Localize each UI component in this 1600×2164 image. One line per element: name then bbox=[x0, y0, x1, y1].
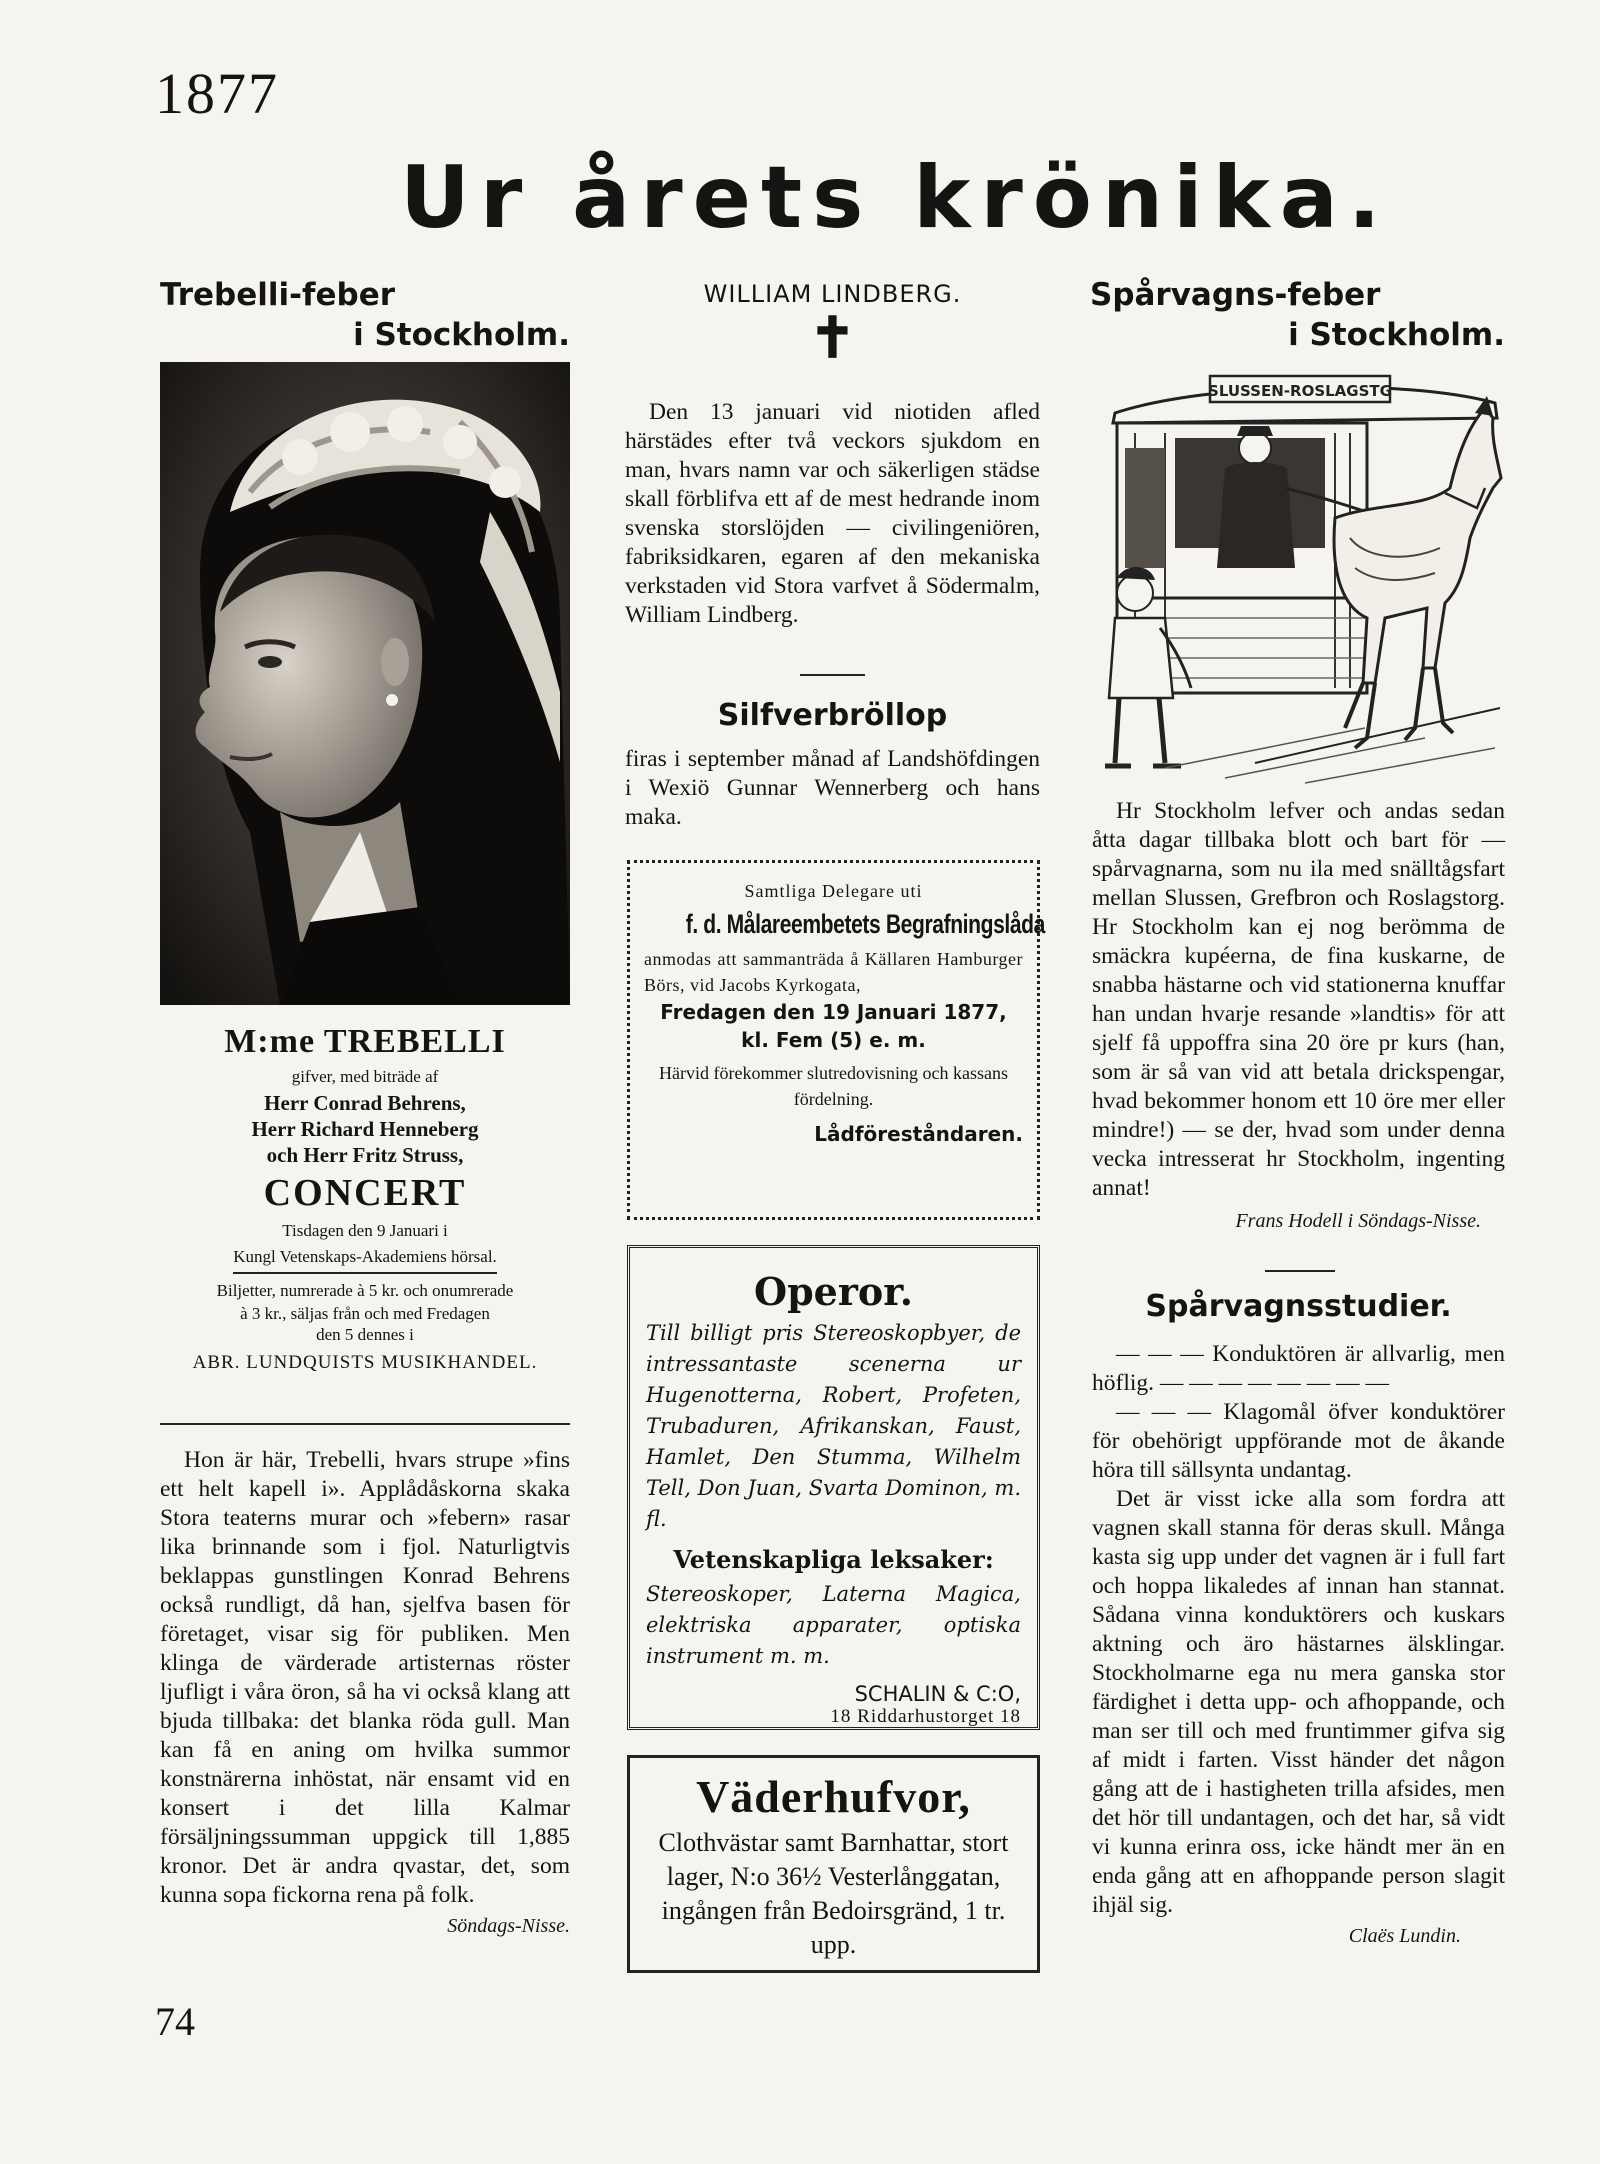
silver-wedding-heading: Silfverbröllop bbox=[717, 698, 948, 733]
weather-ad-title: Väderhufvor, bbox=[696, 1771, 971, 1822]
tram-illustration bbox=[1105, 368, 1505, 788]
opera-ad-seller: SCHALIN & C:O, bbox=[854, 1682, 1021, 1706]
divider-right bbox=[1265, 1270, 1335, 1272]
ad-line-3: Herr Richard Henneberg bbox=[251, 1117, 479, 1141]
opera-ad bbox=[627, 1245, 1040, 1730]
weather-hood-ad bbox=[627, 1755, 1040, 1973]
ad-line-4: och Herr Fritz Struss, bbox=[266, 1143, 464, 1167]
tram-studies-body bbox=[1092, 1340, 1505, 1951]
column-middle bbox=[625, 280, 1040, 370]
tram-studies-heading: Spårvagnsstudier. bbox=[1145, 1289, 1452, 1324]
column-right bbox=[1090, 275, 1505, 355]
year-heading: 1877 bbox=[155, 61, 279, 126]
page-number: 74 bbox=[155, 1999, 195, 2044]
trebelli-concert-ad bbox=[160, 1020, 570, 1376]
weather-ad-text: Clothvästar samt Barnhattar, stort lager, N:o 36½ Vesterlånggatan, ingången från Bedoirsgränd, 1 tr. upp. bbox=[658, 1828, 1009, 1959]
notice-line-7: Lådföreståndaren. bbox=[814, 1122, 1023, 1146]
silver-wedding-body bbox=[625, 745, 1040, 832]
lindberg-heading: WILLIAM LINDBERG. bbox=[703, 280, 962, 308]
trebelli-signature: Söndags-Nisse. bbox=[447, 1915, 570, 1937]
lindberg-obituary bbox=[625, 398, 1040, 630]
trebelli-article bbox=[160, 1446, 570, 1941]
notice-line-4: Fredagen den 19 Januari 1877, bbox=[660, 1000, 1007, 1024]
tram-drawing bbox=[1105, 368, 1505, 788]
notice-line-5: kl. Fem (5) e. m. bbox=[741, 1028, 926, 1052]
cross-icon: ✝ bbox=[809, 308, 856, 370]
notice-line-3: anmodas att sammanträda å Källaren Hamburger Börs, vid Jacobs Kyrkogata, bbox=[644, 949, 1023, 995]
tram-sign-text: SLUSSEN-ROSLAGSTG bbox=[1208, 382, 1392, 400]
trebelli-article-text: Hon är här, Trebelli, hvars strupe »fins ett helt kapell i». Applådåskorna skaka Stora teaterns murar och »febern» rasar lika brinnande som i fjol. Naturligtvis beklappas gunstlingen Konrad Behrens också rundligt, då han, sjelfva basen för företaget, visar sig för publiken. Men klinga de värderade artisternas röster ljufligt i våra öron, så ha vi också klang att bjuda tillbaka: det blanka röda gull. Man kan få en aning om hvilka summor konstnärerna inhöstat, när ensamt vid en konsert i det lilla Kalmar försäljningssumman uppgick till 1,885 kronor. Det är andra qvastar, det, som kunna sopa fickorna rena på folk. bbox=[160, 1447, 570, 1908]
delegates-notice bbox=[627, 860, 1045, 1220]
page-title: Ur årets krönika. bbox=[400, 148, 1391, 248]
opera-ad-title: Operor. bbox=[754, 1269, 913, 1314]
notice-line-1: Samtliga Delegare uti bbox=[744, 881, 923, 901]
ad-line-7: Biljetter, numrerade à 5 kr. och onumrerade bbox=[216, 1281, 514, 1300]
ad-line-1: gifver, med biträde af bbox=[291, 1067, 439, 1086]
column-left bbox=[160, 275, 570, 355]
tram-heading-line1: Spårvagns-feber bbox=[1090, 277, 1381, 313]
ad-line-6: Kungl Vetenskaps-Akademiens hörsal. bbox=[233, 1244, 497, 1274]
opera-ad-text-1: Till billigt pris Stereoskopbyer, de intressantaste scenerna ur Hugenotterna, Robert, Profeten, Trubaduren, Afrikanskan, Faust, Hamlet, Den Stumma, Wilhelm Tell, Don Juan, Svarta Dominon, m. fl. bbox=[646, 1321, 1021, 1531]
tram-signature-2: Claës Lundin. bbox=[1348, 1925, 1461, 1947]
trebelli-portrait bbox=[160, 362, 570, 1005]
silver-wedding bbox=[625, 695, 1040, 737]
tram-studies-p2: — — — Klagomål öfver konduktörer för obehörigt uppförande mot de åkande höra till sällsynta undantag. bbox=[1092, 1399, 1505, 1483]
ad-line-8: à 3 kr., säljas från och med Fredagen bbox=[240, 1304, 490, 1323]
opera-ad-subtitle: Vetenskapliga leksaker: bbox=[673, 1545, 994, 1574]
silver-wedding-text: firas i september månad af Landshöfdingen i Wexiö Gunnar Wennerberg och hans maka. bbox=[625, 746, 1040, 830]
ad-concert-word: CONCERT bbox=[263, 1172, 467, 1214]
ad-line-10: ABR. LUNDQUISTS MUSIKHANDEL. bbox=[192, 1352, 538, 1373]
notice-line-2: f. d. Målareembetets Begrafningslåda bbox=[685, 909, 1045, 939]
ad-line-9: den 5 dennes i bbox=[316, 1325, 414, 1344]
trebelli-heading-line1: Trebelli-feber bbox=[160, 277, 396, 313]
ad-line-2: Herr Conrad Behrens, bbox=[264, 1091, 466, 1115]
trebelli-heading-line2: i Stockholm. bbox=[353, 317, 570, 353]
ad-performer-name: M:me TREBELLI bbox=[224, 1023, 506, 1060]
opera-ad-address: 18 Riddarhustorget 18 bbox=[830, 1706, 1021, 1727]
tram-heading bbox=[1090, 275, 1505, 355]
tram-article-text: Hr Stockholm lefver och andas sedan åtta dagar tillbaka blott och bart för — spårvagnarna, som nu ila med snälltågsfart mellan Slussen, Grefbron och Roslagstorg. Hr Stockholm kan ej nog berömma de smäckra kupéerna, de fina kuskarne, de snabba hästarne och vid stationerna knuffar han undan hvarje resande »landtis» för att sjelf få uppoffra sina 20 öre pr kurs (han, som är så van vid att betala drickspengar, hvad bekommer honom ett 10 öre mer eller mindre!) — se der, hvad som under denna vecka intresserat hr Stockholm, ingenting annat! bbox=[1092, 798, 1505, 1201]
divider-left bbox=[160, 1423, 570, 1425]
tram-studies-p1: — — — Konduktören är allvarlig, men höflig. — — — — — — — — bbox=[1092, 1341, 1505, 1396]
opera-ad-text-2: Stereoskoper, Laterna Magica, elektriska apparater, optiska instrument m. m. bbox=[646, 1582, 1021, 1668]
lindberg-obituary-text: Den 13 januari vid niotiden afled härstädes efter två veckors sjukdom en man, hvars namn var och säkerligen städse skall förblifva ett af de mest hedrande inom svenska storslöjden — civilingeniören, fabriksidkaren, egaren af den mekaniska verkstaden vid Stora varfvet å Södermalm, William Lindberg. bbox=[625, 399, 1040, 628]
divider-obit bbox=[800, 674, 865, 676]
notice-line-6: Härvid förekommer slutredovisning och kassans fördelning. bbox=[659, 1063, 1008, 1109]
portrait-illustration bbox=[160, 362, 570, 1005]
tram-article bbox=[1092, 797, 1505, 1236]
ad-line-5: Tisdagen den 9 Januari i bbox=[282, 1221, 448, 1240]
trebelli-heading bbox=[160, 275, 570, 355]
tram-heading-line2: i Stockholm. bbox=[1288, 317, 1505, 353]
tram-studies-p3: Det är visst icke alla som fordra att vagnen skall stanna för deras skull. Många kasta sig upp under det vagnen är i full fart och hoppa likaledes af innan han stannat. Sådana vinna konduktörers och kuskars aktning och äro hästarnes älsklingar. Stockholmarne ega nu mera ganska stor färdighet i detta upp- och afhoppande, och man ser till och med fruntimmer gifva sig af midt i farten. Visst händer det någon gång att de i hastigheten trilla afsides, men det hör till undantagen, och det har, så vidt vi kunna erinra oss, icke händt mer än en enda gång att en afhoppande person slagit ihjäl sig. bbox=[1092, 1486, 1505, 1918]
tram-studies bbox=[1092, 1284, 1505, 1330]
tram-signature-1: Frans Hodell i Söndags-Nisse. bbox=[1235, 1210, 1481, 1232]
